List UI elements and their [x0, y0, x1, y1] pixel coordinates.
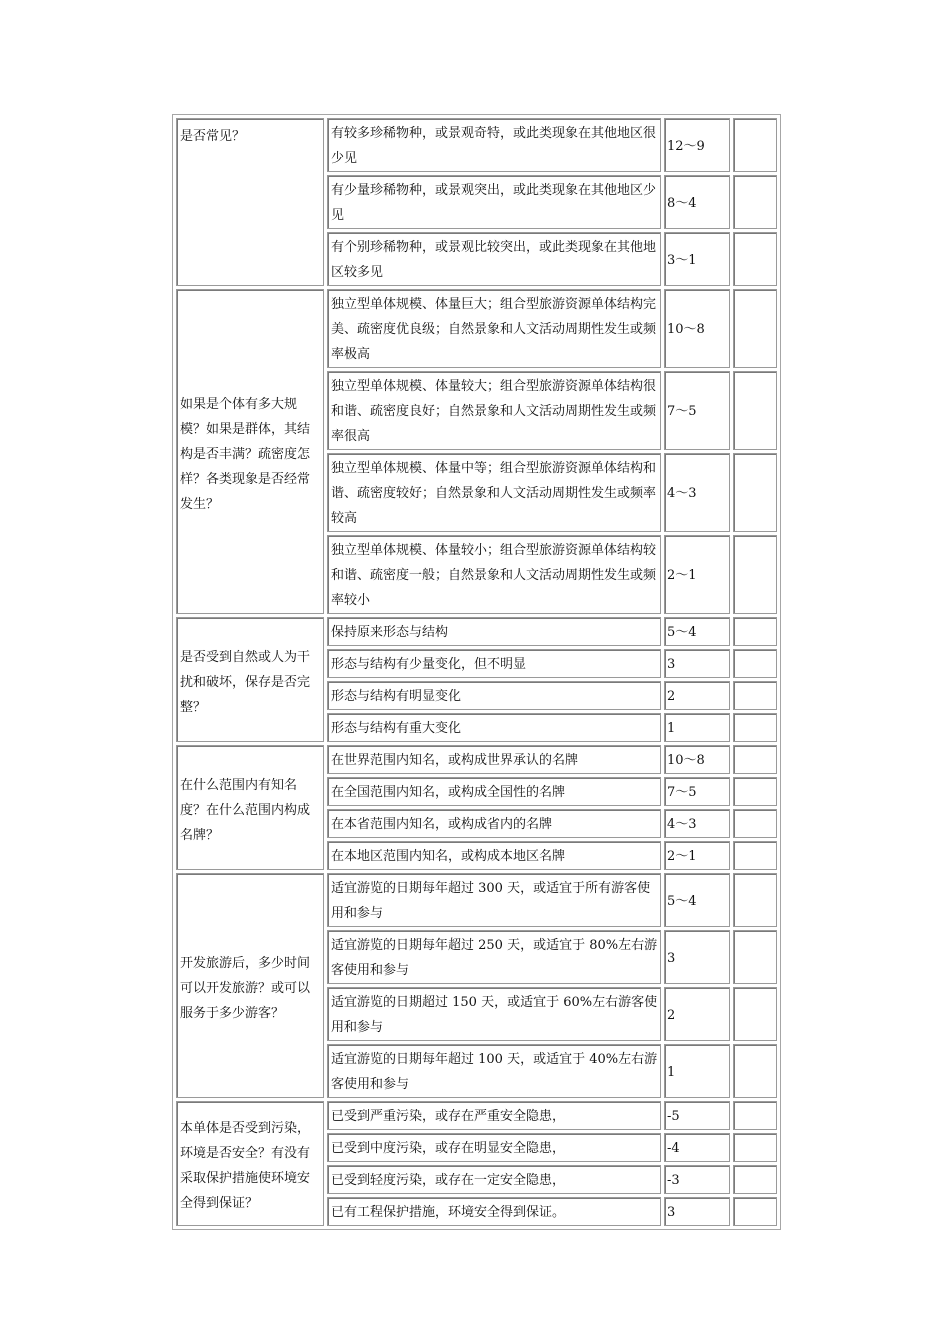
criterion-cell: 适宜游览的日期超过 150 天，或适宜于 60%左右游客使用和参与: [327, 987, 661, 1041]
criterion-cell: 独立型单体规模、体量巨大；组合型旅游资源单体结构完美、疏密度优良级；自然景象和人文活动周期性发生或频率极高: [327, 289, 661, 368]
score-cell: 3: [664, 930, 730, 984]
criterion-cell: 有少量珍稀物种，或景观突出，或此类现象在其他地区少见: [327, 175, 661, 229]
criterion-cell: 形态与结构有明显变化: [327, 681, 661, 710]
score-cell: 7～5: [664, 371, 730, 450]
score-cell: 1: [664, 1044, 730, 1098]
question-cell: 如果是个体有多大规模？如果是群体，其结构是否丰满？疏密度怎样？各类现象是否经常发生？: [176, 289, 324, 614]
rating-entry-cell[interactable]: [733, 453, 777, 532]
criterion-cell: 在全国范围内知名，或构成全国性的名牌: [327, 777, 661, 806]
rating-entry-cell[interactable]: [733, 118, 777, 172]
score-cell: 7～5: [664, 777, 730, 806]
score-cell: 12～9: [664, 118, 730, 172]
rating-entry-cell[interactable]: [733, 1044, 777, 1098]
score-cell: 5～4: [664, 617, 730, 646]
rating-entry-cell[interactable]: [733, 1165, 777, 1194]
criterion-cell: 适宜游览的日期每年超过 100 天，或适宜于 40%左右游客使用和参与: [327, 1044, 661, 1098]
criterion-cell: 有个别珍稀物种，或景观比较突出，或此类现象在其他地区较多见: [327, 232, 661, 286]
criterion-cell: 保持原来形态与结构: [327, 617, 661, 646]
table-row: [176, 873, 777, 927]
rating-entry-cell[interactable]: [733, 745, 777, 774]
criterion-cell: 形态与结构有重大变化: [327, 713, 661, 742]
table-body: [176, 118, 777, 1226]
rating-entry-cell[interactable]: [733, 930, 777, 984]
rating-entry-cell[interactable]: [733, 617, 777, 646]
rating-entry-cell[interactable]: [733, 175, 777, 229]
score-cell: 4～3: [664, 809, 730, 838]
score-cell: 10～8: [664, 289, 730, 368]
score-cell: 3～1: [664, 232, 730, 286]
criterion-cell: 已受到严重污染，或存在严重安全隐患，: [327, 1101, 661, 1130]
criterion-cell: 适宜游览的日期每年超过 300 天，或适宜于所有游客使用和参与: [327, 873, 661, 927]
criterion-cell: 在本地区范围内知名，或构成本地区名牌: [327, 841, 661, 870]
score-cell: 5～4: [664, 873, 730, 927]
score-cell: 2～1: [664, 535, 730, 614]
rating-entry-cell[interactable]: [733, 371, 777, 450]
rating-entry-cell[interactable]: [733, 1197, 777, 1226]
score-cell: -4: [664, 1133, 730, 1162]
score-cell: 2: [664, 987, 730, 1041]
score-cell: -5: [664, 1101, 730, 1130]
score-cell: 1: [664, 713, 730, 742]
criterion-cell: 适宜游览的日期每年超过 250 天，或适宜于 80%左右游客使用和参与: [327, 930, 661, 984]
rating-entry-cell[interactable]: [733, 535, 777, 614]
criterion-cell: 独立型单体规模、体量较大；组合型旅游资源单体结构很和谐、疏密度良好；自然景象和人文活动周期性发生或频率很高: [327, 371, 661, 450]
rating-entry-cell[interactable]: [733, 649, 777, 678]
table-row: [176, 745, 777, 774]
rating-entry-cell[interactable]: [733, 809, 777, 838]
table-row: [176, 289, 777, 368]
table-row: [176, 617, 777, 646]
rating-entry-cell[interactable]: [733, 232, 777, 286]
rating-entry-cell[interactable]: [733, 841, 777, 870]
criterion-cell: 在世界范围内知名，或构成世界承认的名牌: [327, 745, 661, 774]
rating-entry-cell[interactable]: [733, 873, 777, 927]
score-cell: 8～4: [664, 175, 730, 229]
rating-entry-cell[interactable]: [733, 681, 777, 710]
score-cell: 10～8: [664, 745, 730, 774]
question-cell: 本单体是否受到污染，环境是否安全？有没有采取保护措施使环境安全得到保证？: [176, 1101, 324, 1226]
criterion-cell: 独立型单体规模、体量中等；组合型旅游资源单体结构和谐、疏密度较好；自然景象和人文活动周期性发生或频率较高: [327, 453, 661, 532]
score-cell: 3: [664, 649, 730, 678]
criterion-cell: 在本省范围内知名，或构成省内的名牌: [327, 809, 661, 838]
score-cell: 2: [664, 681, 730, 710]
table-row: [176, 118, 777, 172]
score-cell: 4～3: [664, 453, 730, 532]
rating-entry-cell[interactable]: [733, 713, 777, 742]
table-row: [176, 1101, 777, 1130]
question-cell: 是否受到自然或人为干扰和破坏，保存是否完整？: [176, 617, 324, 742]
question-cell: 开发旅游后，多少时间可以开发旅游？或可以服务于多少游客？: [176, 873, 324, 1098]
criterion-cell: 有较多珍稀物种，或景观奇特，或此类现象在其他地区很少见: [327, 118, 661, 172]
criterion-cell: 已受到中度污染，或存在明显安全隐患，: [327, 1133, 661, 1162]
score-cell: 2～1: [664, 841, 730, 870]
evaluation-table: [172, 114, 781, 1230]
rating-entry-cell[interactable]: [733, 1133, 777, 1162]
score-cell: 3: [664, 1197, 730, 1226]
score-cell: -3: [664, 1165, 730, 1194]
criterion-cell: 形态与结构有少量变化，但不明显: [327, 649, 661, 678]
criterion-cell: 已受到轻度污染，或存在一定安全隐患，: [327, 1165, 661, 1194]
rating-entry-cell[interactable]: [733, 987, 777, 1041]
rating-entry-cell[interactable]: [733, 289, 777, 368]
criterion-cell: 独立型单体规模、体量较小；组合型旅游资源单体结构较和谐、疏密度一般；自然景象和人文活动周期性发生或频率较小: [327, 535, 661, 614]
question-cell: 在什么范围内有知名度？在什么范围内构成名牌？: [176, 745, 324, 870]
rating-entry-cell[interactable]: [733, 1101, 777, 1130]
criterion-cell: 已有工程保护措施，环境安全得到保证。: [327, 1197, 661, 1226]
question-cell: 是否常见？: [176, 118, 324, 286]
rating-entry-cell[interactable]: [733, 777, 777, 806]
